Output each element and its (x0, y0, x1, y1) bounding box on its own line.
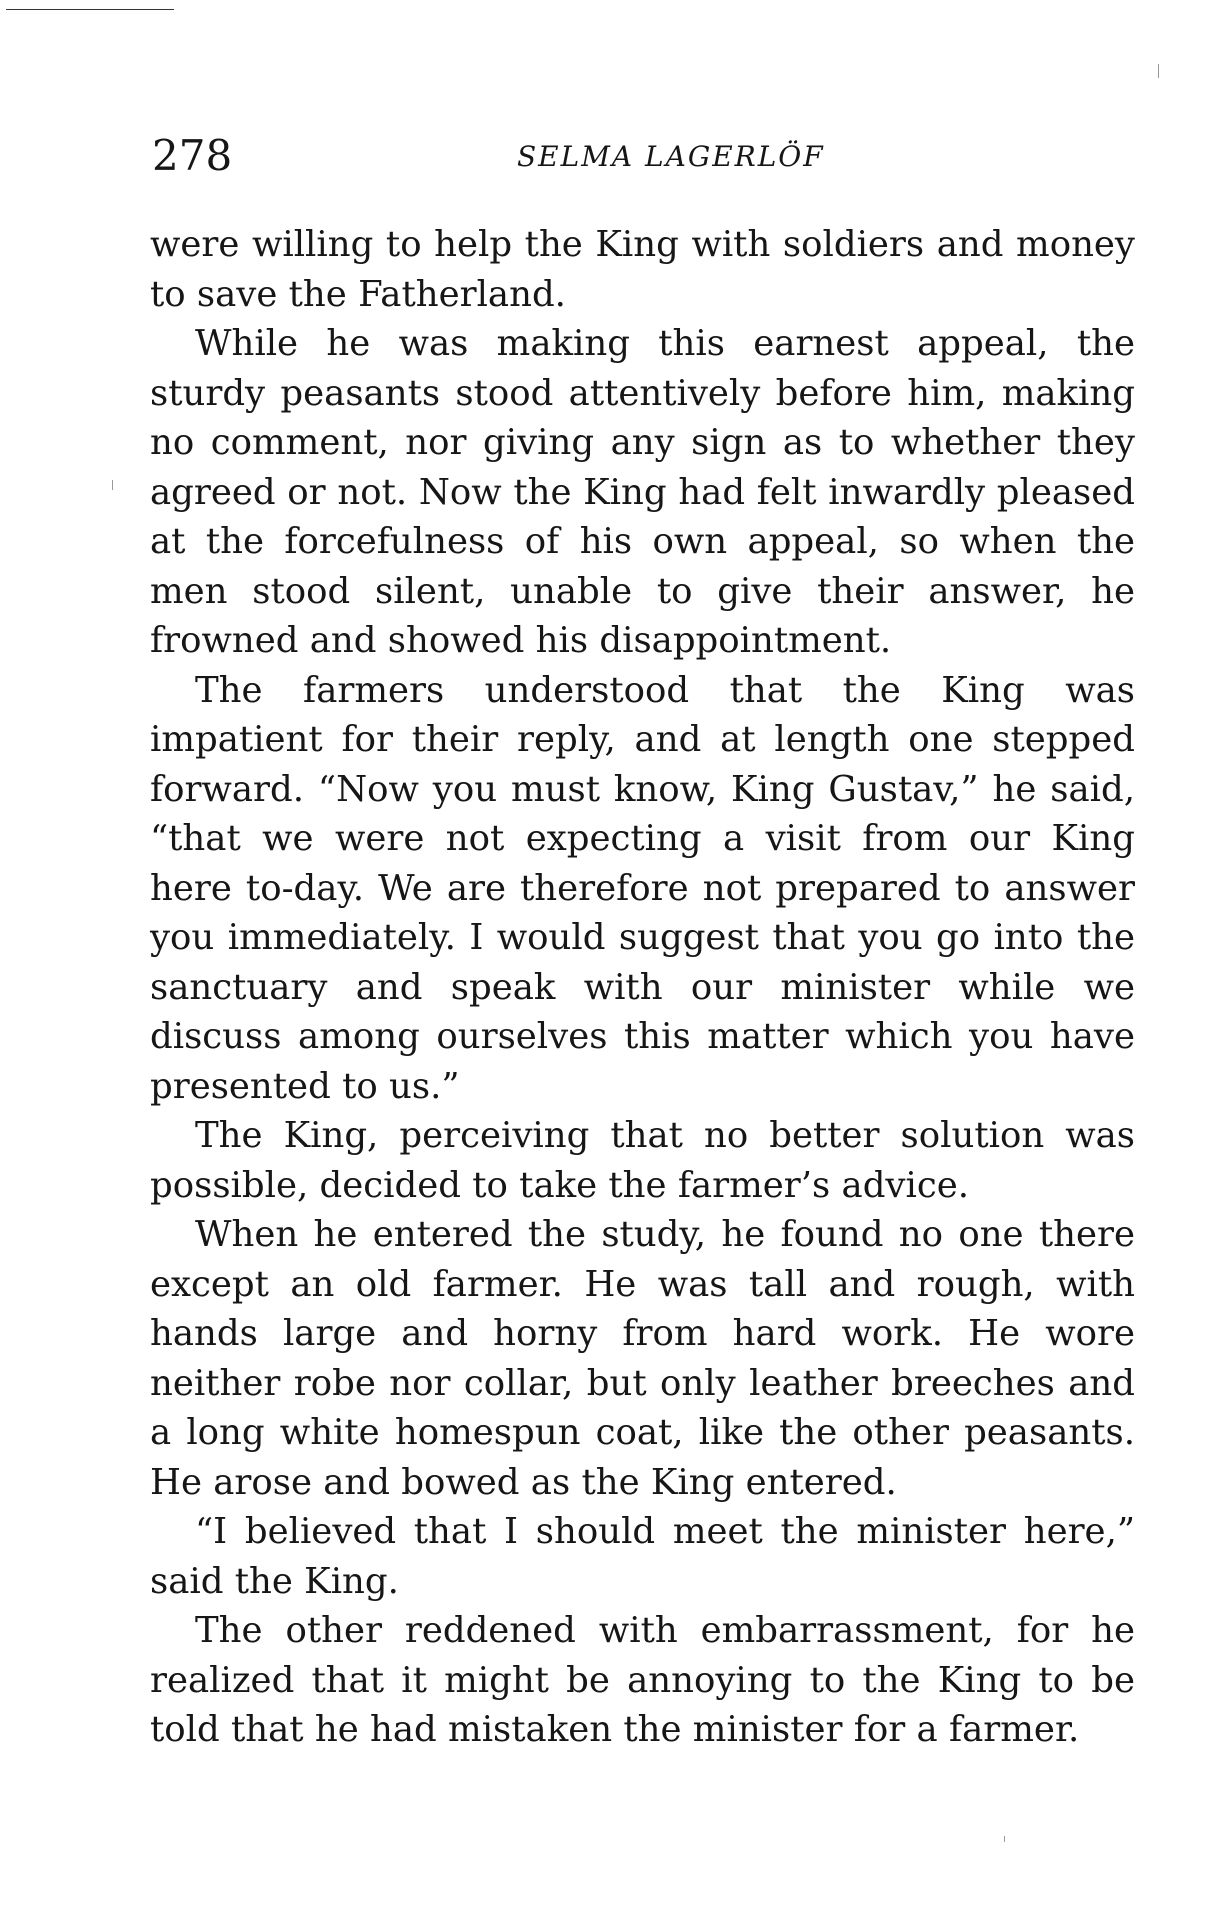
paragraph: The King, perceiving that no better solution was possible, decided to take the farmer’s advice. (150, 1115, 1135, 1206)
page-number: 278 (152, 131, 233, 180)
paragraph: While he was making this earnest appeal, the sturdy peasants stood attentively before him, making no comment, nor giving any sign as to whether they agreed or not. Now the King had felt inwardly pleased at the forcefulness of his own appeal, so when the men stood silent, unable to give their answer, he frowned and showed his disappointment. (150, 323, 1135, 661)
scan-speck (112, 480, 113, 490)
paragraph: When he entered the study, he found no one there except an old farmer. He was tall and rough, with hands large and horny from hard work. He wore neither robe nor collar, but only leather breeches and a long white homespun coat, like the other peasants. He arose and bowed as the King entered. (150, 1214, 1135, 1503)
scan-speck (1158, 64, 1159, 78)
top-edge-rule (6, 9, 174, 10)
scan-speck (1004, 1836, 1005, 1842)
paragraph-continued: were willing to help the King with soldiers and money to save the Fatherland. (150, 224, 1135, 315)
paragraph: The farmers understood that the King was impatient for their reply, and at length one stepped forward. “Now you must know, King Gustav,” he said, “that we were not expecting a visit from our King here to-day. We are therefore not prepared to answer you immediately. I would suggest that you go into the sanctuary and speak with our minister while we discuss among ourselves this matter which you have presented to us.” (150, 669, 1135, 1107)
running-head: SELMA LAGERLÖF (517, 140, 825, 173)
paragraph: The other reddened with embarrassment, for he realized that it might be annoying to the King to be told that he had mistaken the minister for a farmer. (150, 1610, 1135, 1750)
paragraph: “I believed that I should meet the minister here,” said the King. (150, 1511, 1135, 1602)
body-text (150, 220, 1135, 1755)
page-header (152, 132, 1142, 180)
